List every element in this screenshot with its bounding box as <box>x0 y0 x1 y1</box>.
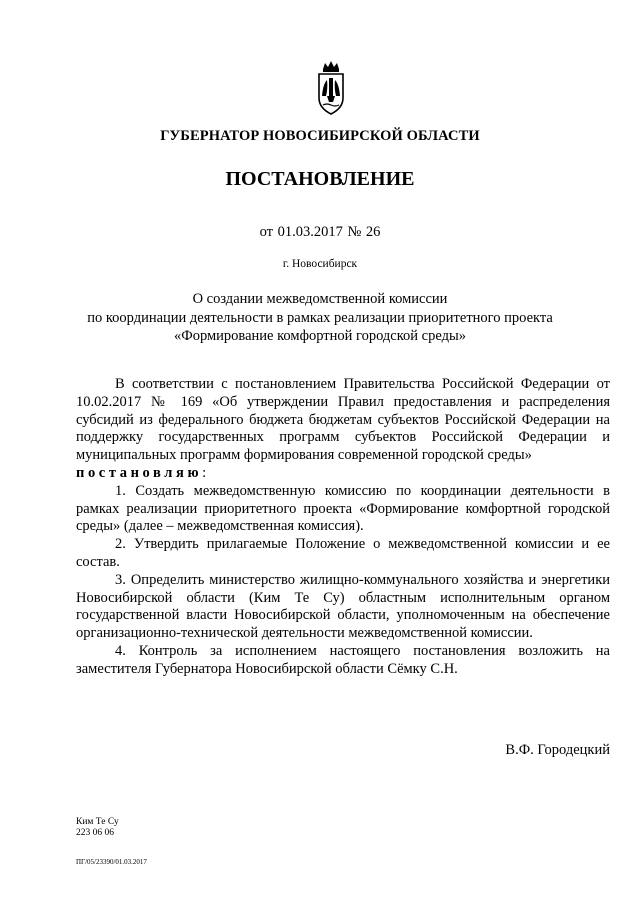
resolve-word: постановляю <box>76 464 203 481</box>
issuing-authority: ГУБЕРНАТОР НОВОСИБИРСКОЙ ОБЛАСТИ <box>160 128 480 144</box>
resolve-colon: : <box>202 464 207 481</box>
document-body <box>76 376 610 679</box>
executor-name: Ким Те Су <box>76 817 119 827</box>
document-date-number: от 01.03.2017 № 26 <box>259 224 381 240</box>
signatory-name: В.Ф. Городецкий <box>505 742 610 758</box>
item-paragraph: 1. Создать межведомственную комиссию по координации деятельности в рамках реализации приоритетного проекта «Формирование комфортной городской среды» (далее – межведомственная комиссия). <box>76 482 610 535</box>
item-paragraph: 4. Контроль за исполнением настоящего постановления возложить на заместителя Губернатора Новосибирской области Сёмку С.Н. <box>76 642 610 677</box>
preamble-paragraph <box>76 376 610 483</box>
registration-number: ПГ/05/23390/01.03.2017 <box>76 858 147 866</box>
item-paragraph: 3. Определить министерство жилищно-коммунального хозяйства и энергетики Новосибирской области (Ким Те Су) областным исполнительным органом государственной власти Новосибирской области, уполномоченным на обеспечение организационно-технической деятельности межведомственной комиссии. <box>76 571 610 642</box>
executor-phone: 223 06 06 <box>76 828 114 838</box>
document-city: г. Новосибирск <box>282 258 358 270</box>
preamble-text: В соответствии с постановлением Правительства Российской Федерации от 10.02.2017 № 169 «Об утверждении Правил предоставления и распределения субсидий из федерального бюджета бюджетам субъектов Российской Федерации на поддержку государственных программ субъектов Российской Федерации и муниципальных программ формирования современной городской среды» <box>76 376 610 464</box>
subject-line: О создании межведомственной комиссии <box>192 291 448 307</box>
executor-info <box>76 817 119 839</box>
subject-line: по координации деятельности в рамках реализации приоритетного проекта <box>87 309 553 326</box>
document-type: ПОСТАНОВЛЕНИЕ <box>225 168 415 190</box>
subject-line: «Формирование комфортной городской среды» <box>174 328 466 344</box>
item-paragraph: 2. Утвердить прилагаемые Положение о межведомственной комиссии и ее состав. <box>76 536 610 570</box>
coat-of-arms-icon <box>315 60 347 116</box>
document-subject <box>60 290 580 346</box>
